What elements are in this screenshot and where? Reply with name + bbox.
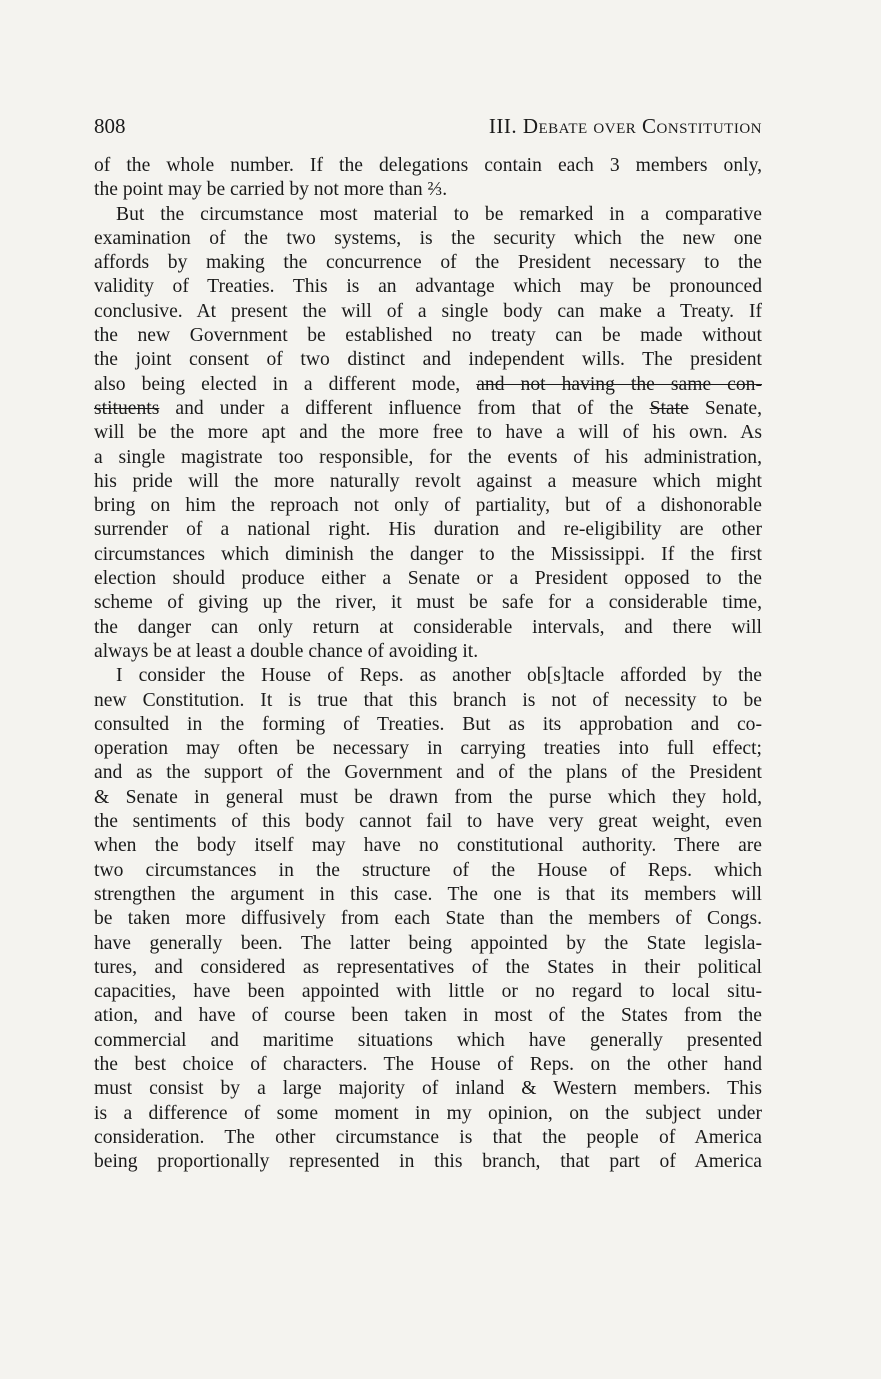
text-line: when the body itself may have no constitutional authority. There are	[94, 835, 762, 857]
section-title: III. Debate over Constitution	[488, 114, 762, 138]
text-line: capacities, have been appointed with little or no regard to local situ-	[94, 981, 762, 1003]
text-line: election should produce either a Senate or a President opposed to the	[94, 568, 762, 590]
text-line: the joint consent of two distinct and independent wills. The president	[94, 349, 762, 371]
text-line: new Constitution. It is true that this branch is not of necessity to be	[94, 689, 762, 711]
text-line: a single magistrate too responsible, for the events of his administration,	[94, 446, 762, 468]
text-line: But the circumstance most material to be remarked in a comparative	[116, 203, 762, 225]
text-line: bring on him the reproach not only of partiality, but of a dishonorable	[94, 495, 762, 517]
text-line: consideration. The other circumstance is that the people of America	[94, 1126, 762, 1148]
text-line: validity of Treaties. This is an advantage which may be pronounced	[94, 276, 762, 298]
text-line: operation may often be necessary in carrying treaties into full effect;	[94, 738, 762, 760]
text-line: the point may be carried by not more than ⅔.	[94, 179, 448, 201]
text-line: the danger can only return at considerable intervals, and there will	[94, 616, 762, 638]
text-line: two circumstances in the structure of the House of Reps. which	[94, 859, 762, 881]
text-line: the new Government be established no treaty can be made without	[94, 325, 762, 347]
text-line: consulted in the forming of Treaties. But as its approbation and co-	[94, 713, 762, 735]
document-page	[94, 108, 762, 1174]
text-line: & Senate in general must be drawn from the purse which they hold,	[94, 786, 762, 808]
struck-text: and not having the same con-	[476, 373, 762, 395]
text-line: examination of the two systems, is the security which the new one	[94, 227, 762, 249]
text-line: will be the more apt and the more free to have a will of his own. As	[94, 422, 762, 444]
text-line: his pride will the more naturally revolt against a measure which might	[94, 470, 762, 492]
text-line: of the whole number. If the delegations contain each 3 members only,	[94, 155, 762, 176]
text-line: conclusive. At present the will of a single body can make a Treaty. If	[94, 300, 762, 322]
running-head	[94, 108, 762, 144]
text-line: is a difference of some moment in my opinion, on the subject under	[94, 1102, 762, 1124]
page-number: 808	[94, 114, 126, 138]
body-text	[94, 154, 762, 1174]
text-line: commercial and maritime situations which have generally presented	[94, 1029, 762, 1051]
text-line: I consider the House of Reps. as another ob[s]tacle afforded by the	[116, 665, 762, 687]
text-line: being proportionally represented in this branch, that part of America	[94, 1151, 762, 1173]
struck-text: State	[649, 397, 689, 419]
text-line: always be at least a double chance of avoiding it.	[94, 640, 479, 662]
text-line: strengthen the argument in this case. The one is that its members will	[94, 883, 762, 905]
text-line: stituents and under a different influence from that of the State Senate,	[94, 397, 762, 419]
text-line: surrender of a national right. His duration and re-eligibility are other	[94, 519, 762, 541]
struck-text: stituents	[94, 397, 160, 419]
text-line: scheme of giving up the river, it must be safe for a considerable time,	[94, 592, 762, 614]
text-line: circumstances which diminish the danger to the Mississippi. If the first	[94, 543, 762, 565]
text-line: be taken more diffusively from each State than the members of Congs.	[94, 908, 762, 930]
text-line: and as the support of the Government and of the plans of the President	[94, 762, 762, 784]
text-line: ation, and have of course been taken in most of the States from the	[94, 1005, 762, 1027]
text-line: tures, and considered as representatives of the States in their political	[94, 956, 762, 978]
text-line: the sentiments of this body cannot fail to have very great weight, even	[94, 811, 762, 833]
text-line: have generally been. The latter being appointed by the State legisla-	[94, 932, 762, 954]
text-line: also being elected in a different mode, and not having the same con-	[94, 373, 762, 395]
text-line: affords by making the concurrence of the President necessary to the	[94, 252, 762, 274]
text-line: the best choice of characters. The House of Reps. on the other hand	[94, 1053, 762, 1075]
text-line: must consist by a large majority of inland & Western members. This	[94, 1078, 762, 1100]
